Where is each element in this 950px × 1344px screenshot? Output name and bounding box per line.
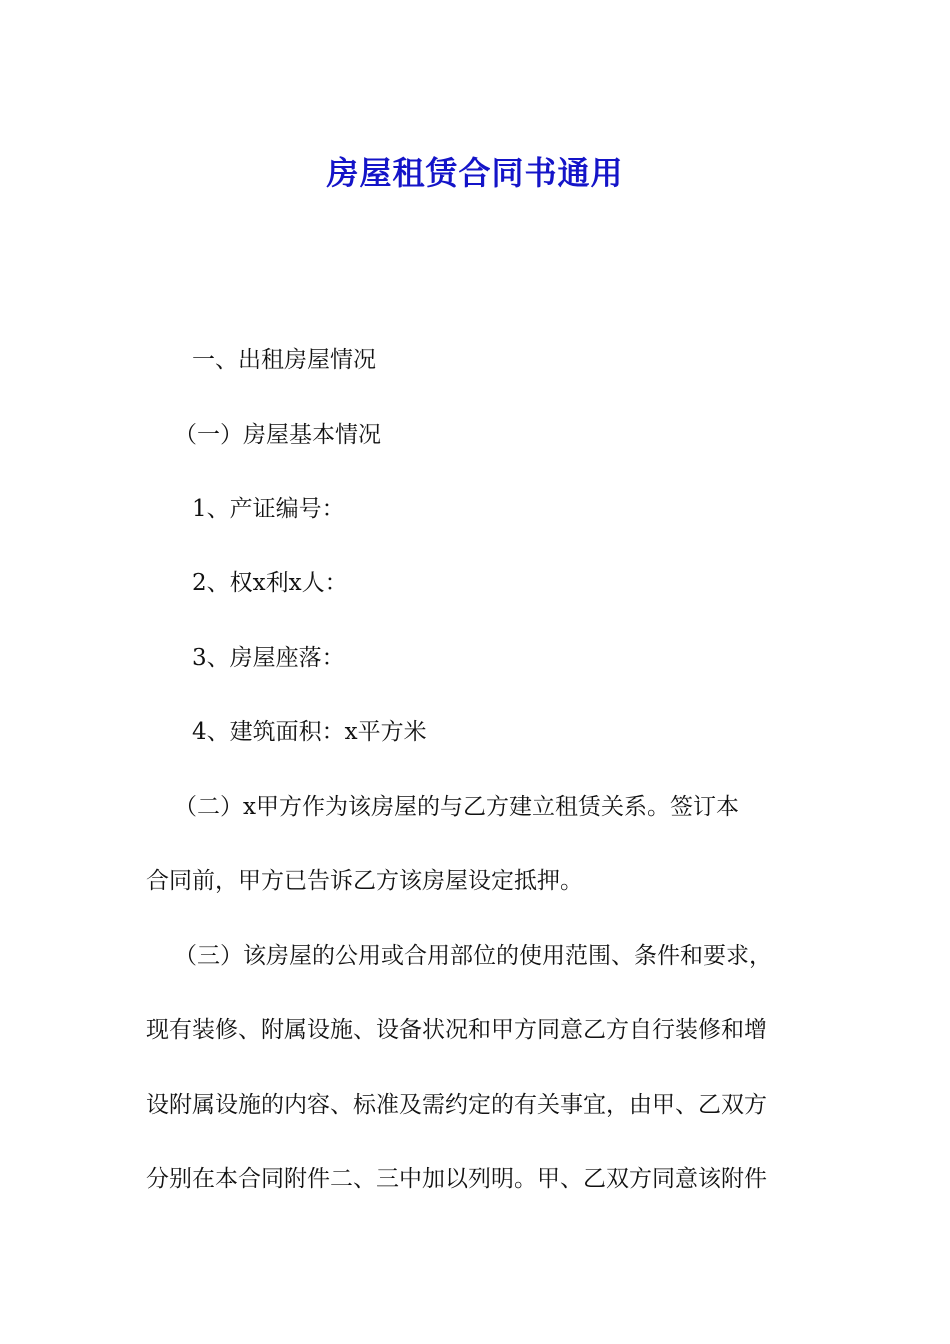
subsection-heading: （一）房屋基本情况 bbox=[174, 422, 381, 448]
field-location: 3、房屋座落： bbox=[192, 645, 345, 671]
field-owner: 2、权x利x人： bbox=[192, 570, 348, 596]
paragraph-line: 合同前，甲方已告诉乙方该房屋设定抵押。 bbox=[146, 868, 583, 894]
document-title: 房屋租赁合同书通用 bbox=[326, 154, 624, 193]
paragraph-line: （二）x甲方作为该房屋的与乙方建立租赁关系。签订本 bbox=[174, 794, 739, 820]
paragraph-line: 设附属设施的内容、标准及需约定的有关事宜，由甲、乙双方 bbox=[146, 1092, 767, 1118]
section-heading: 一、出租房屋情况 bbox=[192, 347, 376, 373]
paragraph-line: 分别在本合同附件二、三中加以列明。甲、乙双方同意该附件 bbox=[146, 1166, 767, 1192]
field-certificate-number: 1、产证编号： bbox=[192, 496, 345, 522]
paragraph-line: （三）该房屋的公用或合用部位的使用范围、条件和要求， bbox=[174, 943, 772, 969]
paragraph-line: 现有装修、附属设施、设备状况和甲方同意乙方自行装修和增 bbox=[146, 1017, 767, 1043]
field-area: 4、建筑面积：x平方米 bbox=[192, 719, 427, 745]
